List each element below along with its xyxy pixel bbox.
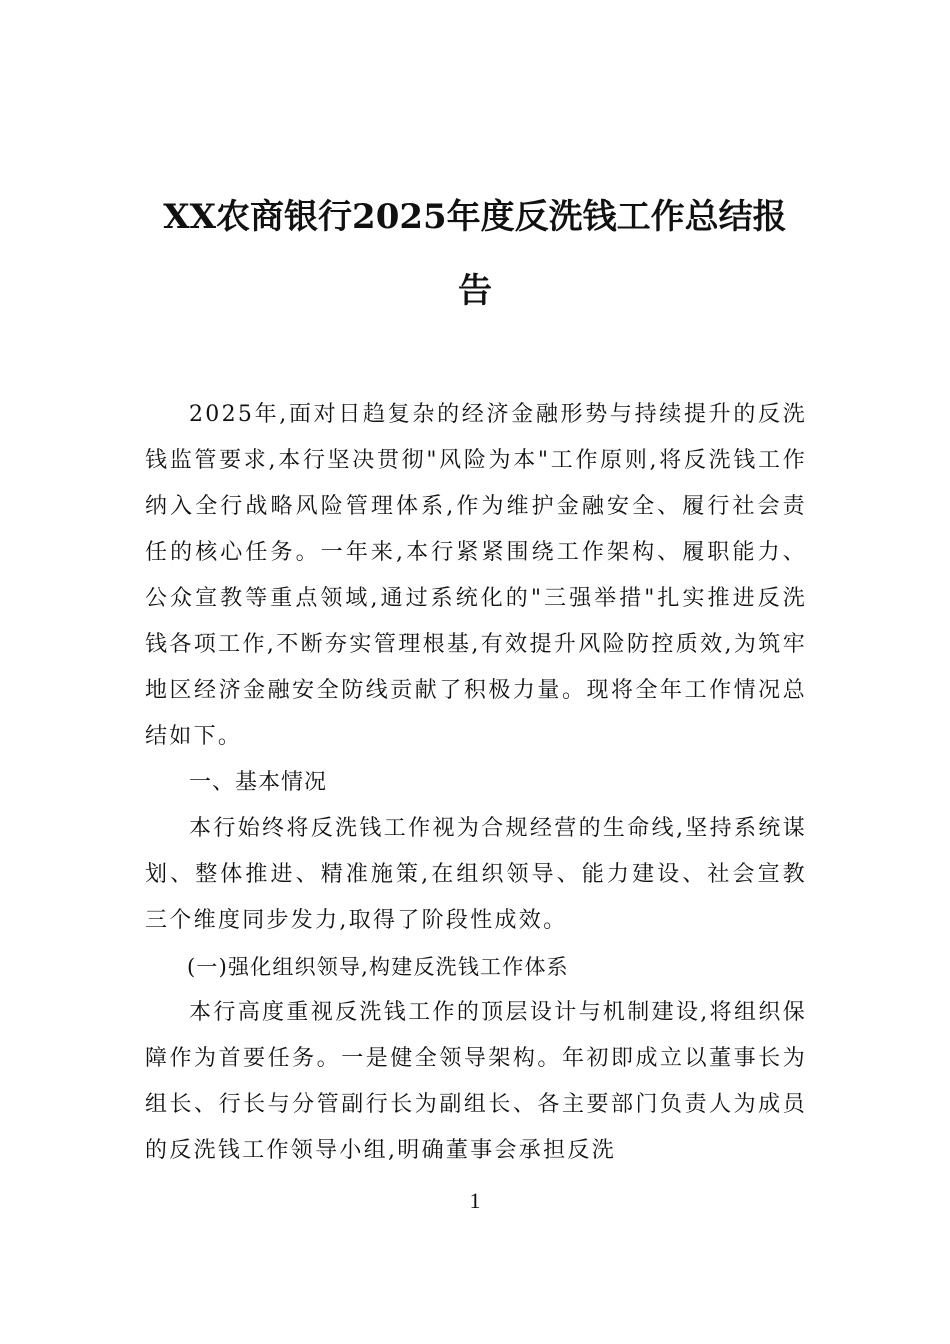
document-body bbox=[145, 392, 807, 1174]
section-1-paragraph: 本行始终将反洗钱工作视为合规经营的生命线,坚持系统谋划、整体推进、精准施策,在组织领导、能力建设、社会宣教三个维度同步发力,取得了阶段性成效。 bbox=[145, 816, 807, 933]
section-heading-basic-situation: 一、基本情况 bbox=[189, 770, 328, 795]
subsection-1-paragraph: 本行高度重视反洗钱工作的顶层设计与机制建设,将组织保障作为首要任务。一是健全领导架构。年初即成立以董事长为组长、行长与分管副行长为副组长、各主要部门负责人为成员的反洗钱工作领导小组,明确董事会承担反洗 bbox=[145, 1000, 807, 1163]
document-title-line-1: XX农商银行2025年度反洗钱工作总结报 bbox=[163, 197, 787, 237]
document-title-line-2: 告 bbox=[458, 271, 492, 311]
subsection-heading-organization: (一)强化组织领导,构建反洗钱工作体系 bbox=[187, 955, 569, 979]
page-number: 1 bbox=[469, 1188, 481, 1213]
intro-paragraph: 2025年,面对日趋复杂的经济金融形势与持续提升的反洗钱监管要求,本行坚决贯彻"风险为本"工作原则,将反洗钱工作纳入全行战略风险管理体系,作为维护金融安全、履行社会责任的核心任务。一年来,本行紧紧围绕工作架构、履职能力、公众宣教等重点领域,通过系统化的"三强举措"扎实推进反洗钱各项工作,不断夯实管理根基,有效提升风险防控质效,为筑牢地区经济金融安全防线贡献了积极力量。现将全年工作情况总结如下。 bbox=[145, 402, 807, 749]
